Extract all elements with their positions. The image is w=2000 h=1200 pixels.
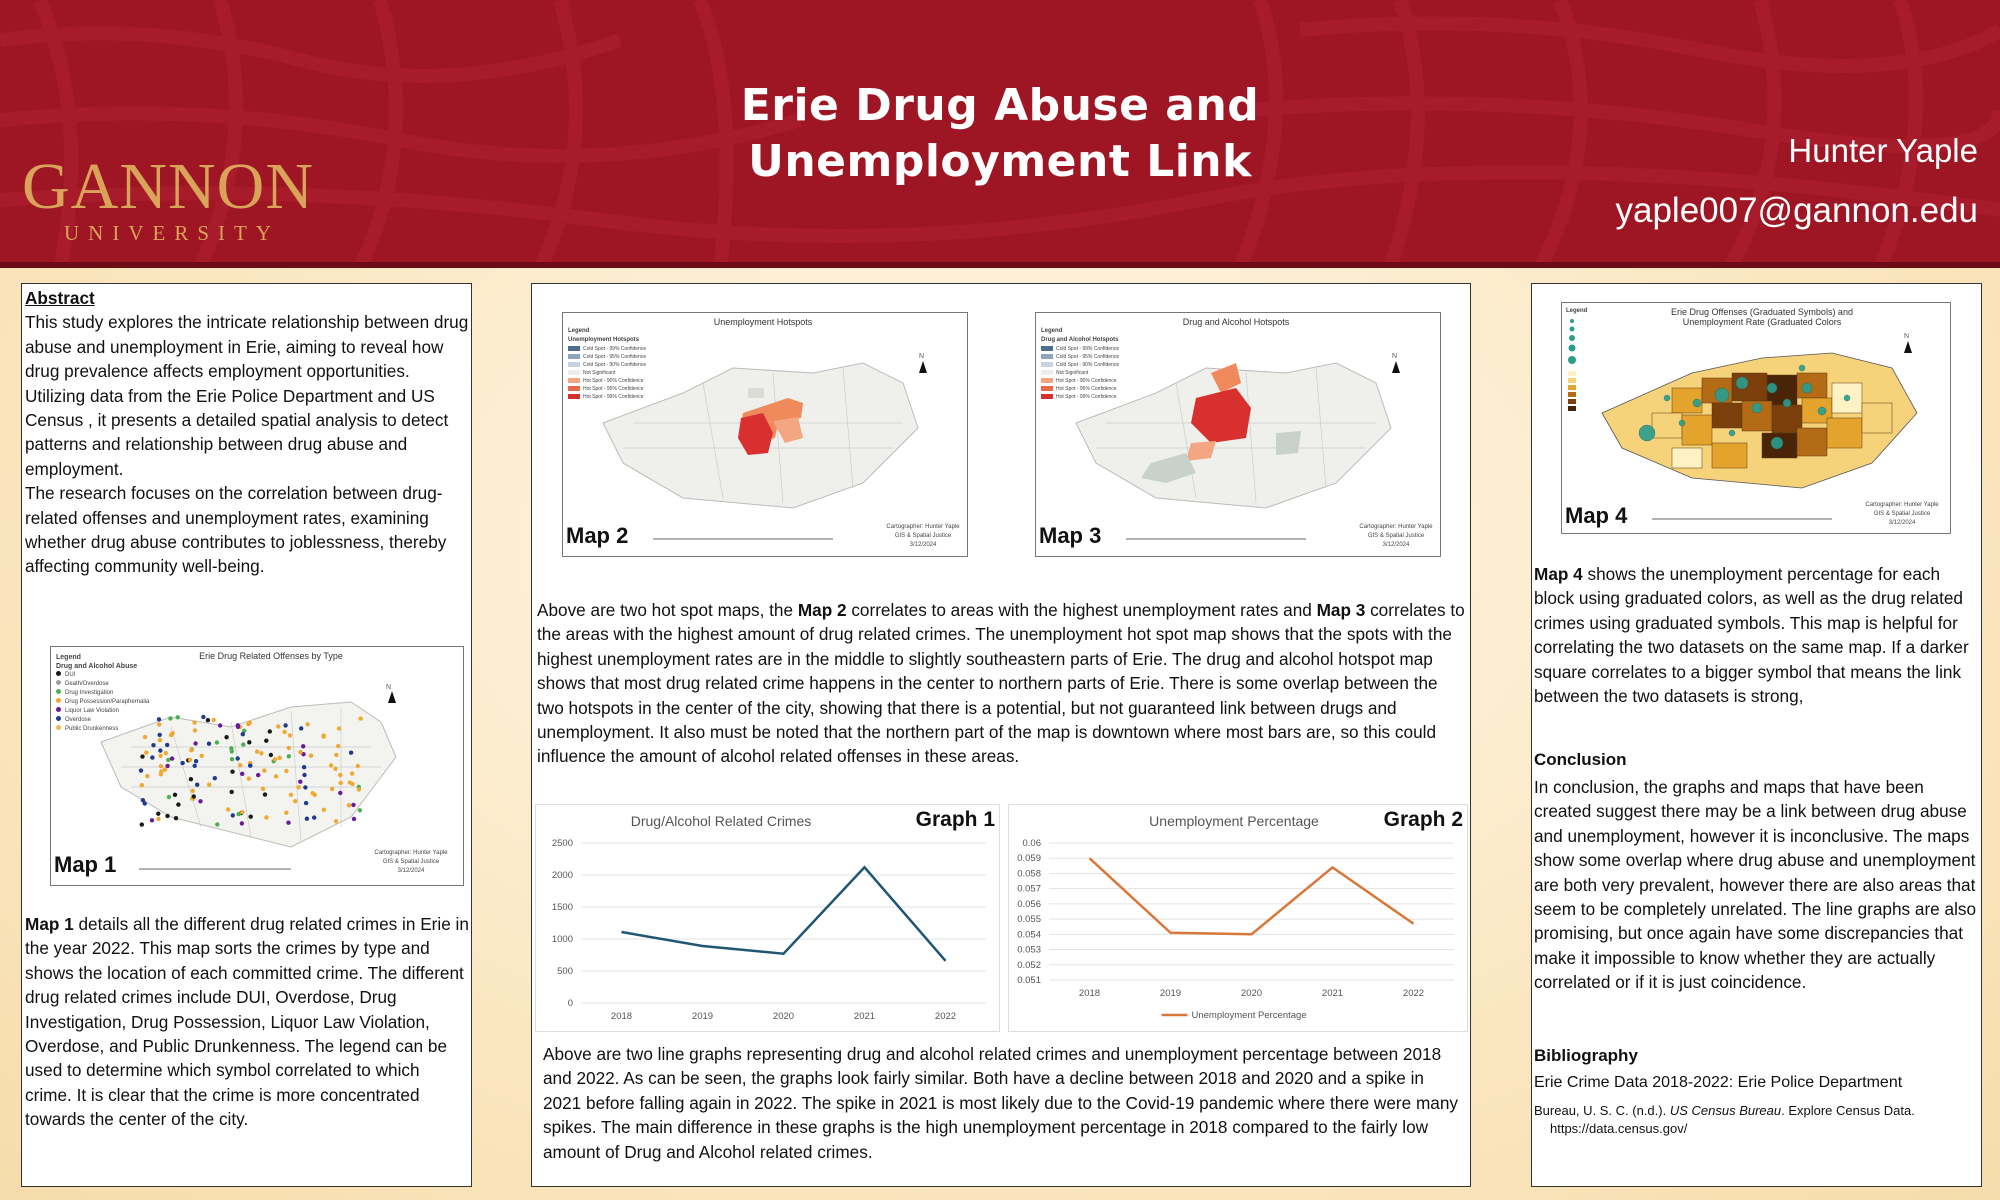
x-tick-label: 2019 bbox=[691, 1011, 714, 1022]
map-4-legend-heading: Legend bbox=[1566, 308, 1588, 314]
map-1-label: Map 1 bbox=[54, 852, 117, 877]
map-4-description bbox=[1534, 562, 1979, 708]
map-2-legend-heading: Legend bbox=[568, 328, 590, 334]
north-arrow-icon bbox=[1904, 341, 1912, 353]
title-line-2: Unemployment Link bbox=[748, 136, 1252, 187]
map-1-legend-subheading: Drug and Alcohol Abuse bbox=[56, 663, 138, 670]
graph-1-label: Graph 1 bbox=[915, 808, 995, 831]
poster-header bbox=[0, 0, 2000, 268]
bib-2-post: . Explore Census Data. bbox=[1781, 1103, 1915, 1118]
y-tick-label: 0.053 bbox=[1017, 944, 1041, 956]
map-4-bold-label: Map 4 bbox=[1534, 564, 1583, 584]
series-line bbox=[1090, 858, 1414, 934]
abstract-paragraph-1: This study explores the intricate relationship between drug abuse and unemployment in Erie, aiming to reveal how drug prevalence affects employment opportunities. Utilizing data from the Erie Police Department and US Census , it presents a detailed spatial analysis to detect patterns and relationship between drug abuse and employment. bbox=[25, 312, 469, 479]
header-divider bbox=[0, 262, 2000, 268]
map-1-bold-label: Map 1 bbox=[25, 914, 74, 934]
map-2-credit: Cartographer: Hunter Yaple GIS & Spatial Justice 3/12/2024 bbox=[886, 524, 960, 548]
svg-text:N: N bbox=[1392, 353, 1398, 360]
maps-text-post: correlates to the areas with the highest amount of drug related crimes. The unemployment hot spot map shows that the spots with the highest unemployment rates are in the middle to slightly southeastern parts of Erie. The drug and alcohol hotspot map shows that most drug related crime happens in the center to northern parts of Erie. There is some overlap between the two hotspots in the center of the city, showing that there is a potential, but not guaranteed link between drugs and unemployment. It also must be noted that the northern part of the map is downtown where most bars are, so this could influence the amount of alcohol related offenses in these areas. bbox=[537, 600, 1465, 767]
center-panel bbox=[531, 283, 1471, 1187]
maps-text-bold-2: Map 3 bbox=[1316, 600, 1366, 620]
map-3-legend-heading: Legend bbox=[1041, 328, 1063, 334]
map-1-legend-item: Liquor Law Violation bbox=[56, 707, 176, 716]
map-1-legend-item: Drug Investigation bbox=[56, 689, 176, 698]
graph-1-title: Drug/Alcohol Related Crimes bbox=[630, 813, 812, 829]
hotspot-legend-item: Cold Spot - 90% Confidence bbox=[1041, 361, 1141, 369]
graph-1 bbox=[535, 804, 1000, 1032]
x-tick-label: 2019 bbox=[1159, 988, 1182, 999]
map-1-legend-heading: Legend bbox=[56, 654, 81, 661]
graph-2-label: Graph 2 bbox=[1383, 808, 1463, 831]
map-2-title: Unemployment Hotspots bbox=[713, 317, 813, 327]
bibliography-entry-2 bbox=[1534, 1102, 1979, 1138]
abstract-heading: Abstract bbox=[25, 288, 95, 308]
maps-text-pre: Above are two hot spot maps, the bbox=[537, 600, 798, 620]
bib-2-italic: US Census Bureau bbox=[1669, 1103, 1782, 1118]
bibliography-entry-1: Erie Crime Data 2018-2022: Erie Police Department bbox=[1534, 1074, 1903, 1091]
hotspot-legend-item: Cold Spot - 99% Confidence bbox=[1041, 345, 1141, 353]
hotspot-legend-item: Hot Spot - 95% Confidence bbox=[568, 385, 668, 393]
x-tick-label: 2020 bbox=[772, 1011, 795, 1022]
hotspot-legend-item: Not Significant bbox=[1041, 369, 1141, 377]
map-1-legend-item: Death/Overdose bbox=[56, 680, 176, 689]
author-email: yaple007@gannon.edu bbox=[1615, 191, 1978, 230]
series-line bbox=[622, 867, 946, 961]
map-2-legend-subheading: Unemployment Hotspots bbox=[568, 337, 640, 343]
graph-2-title: Unemployment Percentage bbox=[1149, 813, 1319, 829]
map-1-legend-item: DUI bbox=[56, 671, 176, 680]
x-tick-label: 2022 bbox=[934, 1011, 957, 1022]
map-3 bbox=[1035, 312, 1441, 557]
right-panel bbox=[1531, 283, 1982, 1187]
conclusion-heading: Conclusion bbox=[1534, 750, 1627, 769]
map-4 bbox=[1561, 302, 1951, 534]
x-tick-label: 2018 bbox=[1078, 988, 1101, 999]
hotspot-legend-item: Hot Spot - 95% Confidence bbox=[1041, 385, 1141, 393]
map-1-title: Erie Drug Related Offenses by Type bbox=[199, 651, 343, 661]
map-2-graphic bbox=[563, 313, 969, 558]
map-4-title: Erie Drug Offenses (Graduated Symbols) and Unemployment Rate (Graduated Colors bbox=[1671, 307, 1853, 327]
author-name: Hunter Yaple bbox=[1788, 132, 1978, 169]
map-1 bbox=[50, 646, 464, 886]
maps-description bbox=[537, 598, 1465, 769]
hotspot-legend-item: Hot Spot - 99% Confidence bbox=[1041, 393, 1141, 401]
map-1-desc-text: details all the different drug related crimes in Erie in the year 2022. This map sorts the crimes by type and shows the location of each committed crime. The different drug related crimes include DUI, Overdose, Drug Investigation, Drug Possession, Liquor Law Violation, Overdose, and Public Drunkenness. The legend can be used to determine which symbol correlated to which crime. It is clear that the crime is more concentrated towards the center of the city. bbox=[25, 914, 469, 1130]
y-tick-label: 0.056 bbox=[1017, 898, 1041, 910]
hotspot-legend-item: Not Significant bbox=[568, 369, 668, 377]
y-tick-label: 0.055 bbox=[1017, 914, 1041, 926]
map-4-desc-text: shows the unemployment percentage for each block using graduated colors, as well as the drug related crimes using graduated symbols. This map is helpful for correlating the two datasets on the same map. If a darker square correlates to a bigger symbol that means the link between the two datasets is strong, bbox=[1534, 564, 1969, 707]
legend-label: Unemployment Percentage bbox=[1191, 1010, 1307, 1021]
north-arrow-icon bbox=[388, 691, 396, 703]
x-tick-label: 2021 bbox=[1321, 988, 1344, 999]
bib-2-pre: Bureau, U. S. C. (n.d.). bbox=[1534, 1103, 1670, 1118]
svg-text:N: N bbox=[1904, 333, 1910, 340]
poster-title bbox=[660, 78, 1340, 190]
graph-1-plot bbox=[536, 805, 1001, 1033]
y-tick-label: 0 bbox=[567, 998, 573, 1009]
graph-2-plot bbox=[1009, 805, 1469, 1033]
graphs-description: Above are two line graphs representing drug and alcohol related crimes and unemployment percentage between 2018 and 2022. As can be seen, the graphs look fairly similar. Both have a decline between 2018 and 2020 and a spike in 2021 before falling again in 2022. The spike in 2021 is most likely due to the Covid-19 pandemic where there were many spikes. The main difference in these graphs is the high unemployment percentage in 2018 compared to the fairly low amount of Drug and Alcohol related crimes. bbox=[543, 1044, 1458, 1162]
svg-text:N: N bbox=[919, 353, 925, 360]
map-1-description bbox=[25, 912, 470, 1132]
y-tick-label: 2000 bbox=[551, 870, 573, 881]
north-arrow-icon bbox=[1392, 361, 1400, 373]
hotspot-legend-item: Cold Spot - 90% Confidence bbox=[568, 361, 668, 369]
x-tick-label: 2018 bbox=[610, 1011, 633, 1022]
y-tick-label: 0.052 bbox=[1017, 959, 1041, 971]
svg-text:N: N bbox=[386, 684, 392, 691]
conclusion-text: In conclusion, the graphs and maps that have been created suggest there may be a link between drug abuse and unemployment, however it is inconclusive. The maps show some overlap where drug abuse and unemployment are both very prevalent, however there are also areas that seem to be completely unrelated. The line graphs are also promising, but once again have some discrepancies that make it impossible to know whether they are actually correlated or if it is just coincidence. bbox=[1534, 777, 1977, 993]
map-3-legend-subheading: Drug and Alcohol Hotspots bbox=[1041, 337, 1119, 343]
map-1-legend-item: Overdose bbox=[56, 716, 176, 725]
hotspot-legend-item: Hot Spot - 99% Confidence bbox=[568, 393, 668, 401]
hotspot-legend-item: Hot Spot - 90% Confidence bbox=[568, 377, 668, 385]
y-tick-label: 0.054 bbox=[1017, 929, 1041, 941]
y-tick-label: 0.06 bbox=[1022, 838, 1041, 849]
y-tick-label: 500 bbox=[557, 966, 573, 977]
y-tick-label: 0.051 bbox=[1017, 975, 1041, 986]
map-4-credit: Cartographer: Hunter Yaple GIS & Spatial Justice 3/12/2024 bbox=[1865, 502, 1939, 526]
y-tick-label: 0.059 bbox=[1017, 853, 1041, 865]
gannon-logo bbox=[22, 150, 314, 246]
map-1-legend-item: Drug Possession/Paraphernalia bbox=[56, 698, 176, 707]
map-4-legend-swatches bbox=[1568, 319, 1576, 411]
hotspot-legend-item: Cold Spot - 95% Confidence bbox=[568, 353, 668, 361]
bibliography-heading: Bibliography bbox=[1534, 1046, 1638, 1065]
y-tick-label: 1500 bbox=[551, 902, 573, 913]
map-2 bbox=[562, 312, 968, 557]
y-tick-label: 0.058 bbox=[1017, 868, 1041, 880]
hotspot-legend-item: Hot Spot - 90% Confidence bbox=[1041, 377, 1141, 385]
x-tick-label: 2020 bbox=[1240, 988, 1263, 999]
logo-main-text: GANNON bbox=[22, 150, 314, 223]
maps-text-bold-1: Map 2 bbox=[797, 600, 847, 620]
y-tick-label: 2500 bbox=[551, 838, 573, 849]
graph-2 bbox=[1008, 804, 1468, 1032]
census-link[interactable]: https://data.census.gov/ bbox=[1550, 1121, 1688, 1136]
y-tick-label: 1000 bbox=[551, 934, 573, 945]
x-tick-label: 2022 bbox=[1402, 988, 1425, 999]
abstract-paragraph-2: The research focuses on the correlation between drug-related offenses and unemployment rates, examining whether drug abuse contributes to joblessness, thereby affecting community well-being. bbox=[25, 483, 447, 577]
map-3-title: Drug and Alcohol Hotspots bbox=[1182, 317, 1290, 327]
map-1-credit: Cartographer: Hunter Yaple GIS & Spatial Justice 3/12/2024 bbox=[374, 850, 448, 874]
map-4-label: Map 4 bbox=[1565, 503, 1628, 528]
map-3-graphic bbox=[1036, 313, 1442, 558]
maps-text-mid: correlates to areas with the highest unemployment rates and bbox=[846, 600, 1317, 620]
map-2-label: Map 2 bbox=[566, 523, 629, 548]
north-arrow-icon bbox=[919, 361, 927, 373]
map-3-credit: Cartographer: Hunter Yaple GIS & Spatial Justice 3/12/2024 bbox=[1359, 524, 1433, 548]
y-tick-label: 0.057 bbox=[1017, 883, 1041, 895]
hotspot-legend-item: Cold Spot - 95% Confidence bbox=[1041, 353, 1141, 361]
logo-sub-text: UNIVERSITY bbox=[64, 221, 280, 245]
title-line-1: Erie Drug Abuse and bbox=[740, 80, 1260, 131]
hotspot-legend-item: Cold Spot - 99% Confidence bbox=[568, 345, 668, 353]
map-3-label: Map 3 bbox=[1039, 523, 1102, 548]
map-1-legend-item: Public Drunkenness bbox=[56, 725, 176, 734]
x-tick-label: 2021 bbox=[853, 1011, 876, 1022]
left-panel bbox=[21, 283, 472, 1187]
